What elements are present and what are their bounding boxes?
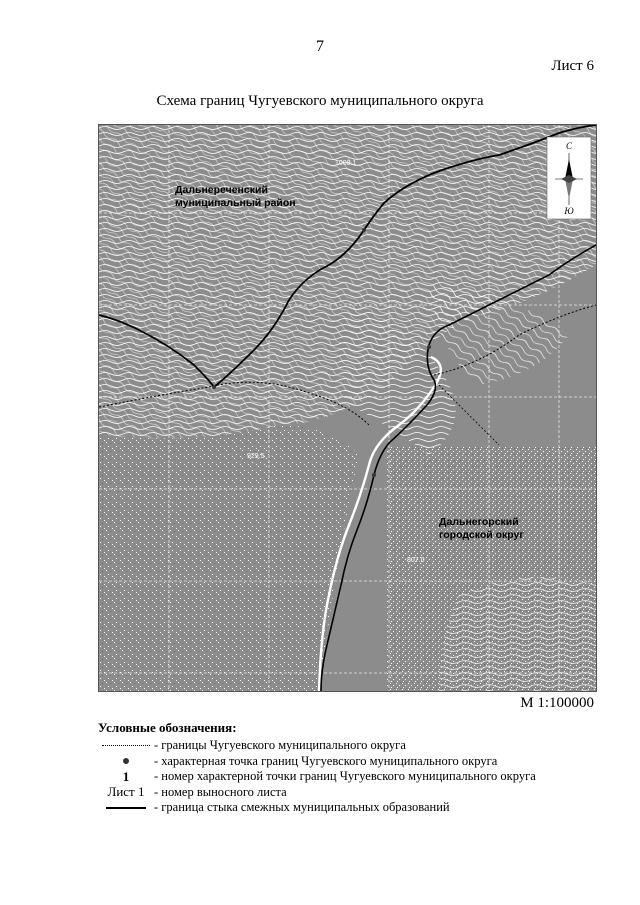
terrain-contours-south — [439, 577, 596, 691]
thick-line-icon — [106, 807, 146, 809]
legend-symbol — [98, 758, 154, 764]
elevation-label: 929.5 — [247, 453, 265, 460]
legend-text: - номер выносного листа — [154, 784, 287, 799]
elevation-label: 807.0 — [407, 557, 425, 564]
legend-symbol-text: Лист 1 — [107, 784, 145, 800]
district-label-south — [439, 516, 524, 541]
legend-item-point-number — [98, 769, 536, 785]
compass-south-label: Ю — [564, 206, 574, 216]
legend-text: - номер характерной точки границ Чугуевского муниципального округа — [154, 769, 536, 784]
boundary-point — [362, 228, 366, 232]
map-frame[interactable] — [98, 124, 597, 692]
district-label-north-line2: муниципальный район — [175, 197, 296, 209]
legend-symbol — [98, 769, 154, 785]
boundary-point — [212, 385, 216, 389]
legend-item-boundary — [98, 738, 536, 754]
map-canvas[interactable] — [99, 125, 596, 691]
sheet-label: Лист 6 — [551, 58, 594, 74]
legend — [98, 720, 536, 816]
legend-text: - границы Чугуевского муниципального округа — [154, 738, 406, 753]
legend-symbol — [98, 784, 154, 800]
legend-symbol — [98, 807, 154, 809]
legend-item-junction — [98, 800, 536, 816]
compass-north-label: С — [565, 141, 573, 151]
legend-item-sheet — [98, 785, 536, 801]
elevation-label: 1008.1 — [335, 160, 357, 167]
thin-line-icon — [102, 745, 150, 746]
district-label-south-line1: Дальнегорский — [439, 516, 519, 528]
district-label-north-line1: Дальнереченский — [175, 184, 268, 196]
map-scale: М 1:100000 — [520, 695, 594, 711]
document-title: Схема границ Чугуевского муниципального округа — [156, 93, 484, 109]
legend-symbol — [98, 745, 154, 746]
legend-text: - характерная точка границ Чугуевского муниципального округа — [154, 753, 498, 768]
legend-symbol-text: 1 — [122, 768, 130, 784]
dot-icon — [123, 758, 129, 764]
page-number: 7 — [316, 38, 324, 55]
district-label-south-line2: городской округ — [439, 529, 524, 541]
legend-text: - граница стыка смежных муниципальных образований — [154, 800, 450, 815]
boundary-point — [372, 473, 376, 477]
compass-rose — [547, 137, 591, 219]
legend-item-point — [98, 754, 536, 770]
boundary-point — [427, 345, 431, 349]
legend-title: Условные обозначения: — [98, 720, 237, 735]
